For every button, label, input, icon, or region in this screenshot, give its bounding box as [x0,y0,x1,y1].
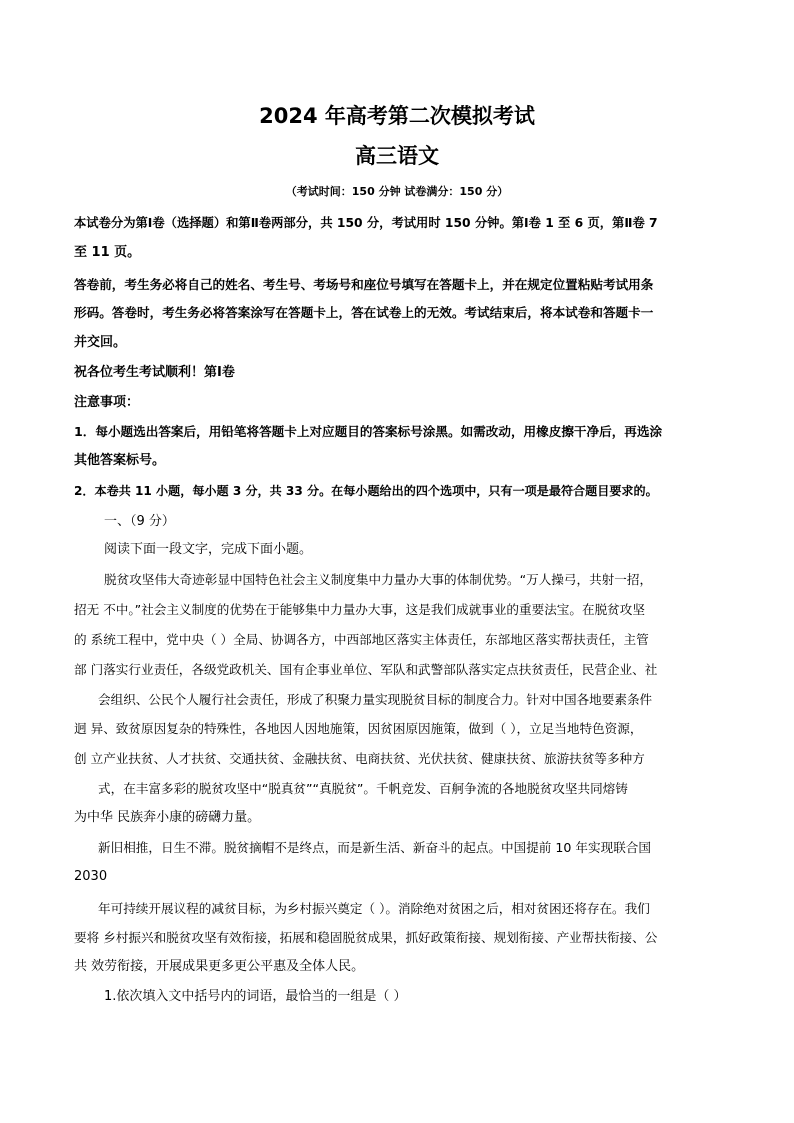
passage-line: 要将 乡村振兴和脱贫攻坚有效衔接，拓展和稳固脱贫成果，抓好政策衔接、规划衔接、产业帮扶衔接、公 [74,930,658,945]
instruction-line: 本试卷分为第Ⅰ卷（选择题）和第Ⅱ卷两部分，共 150 分，考试用时 150 分钟。第Ⅰ卷 1 至 6 页，第Ⅱ卷 7 [74,216,658,230]
passage-line: 招无 不中。”社会主义制度的优势在于能够集中力量办大事，这是我们成就事业的重要法宝。在脱贫攻坚 [74,602,645,617]
question-stem: 1.依次填入文中括号内的词语，最恰当的一组是（ ） [104,989,407,1004]
instruction-line: 答卷前，考生务必将自己的姓名、考生号、考场号和座位号填写在答题卡上，并在规定位置粘贴考试用条 [74,277,654,292]
exam-title: 2024 年高考第二次模拟考试 [259,104,535,128]
passage-line: 会组织、公民个人履行社会责任，形成了积聚力量实现脱贫目标的制度合力。针对中国各地要素条件 [98,692,653,707]
note-item: 其他答案标号。 [74,453,166,468]
passage-line: 脱贫攻坚伟大奇迹彰显中国特色社会主义制度集中力量办大事的体制优势。“万人操弓，共射一招， [104,572,653,587]
passage-line: 年可持续开展议程的减贫目标，为乡村振兴奠定（ ）。消除绝对贫困之后，相对贫困还将存在。我们 [98,901,650,916]
section-heading: 一、（9 分） [104,514,175,529]
passage-line: 创 立产业扶贫、人才扶贫、交通扶贫、金融扶贫、电商扶贫、光伏扶贫、健康扶贫、旅游扶贫等多种方 [74,751,645,766]
notes-heading: 注意事项： [74,395,140,410]
passage-line: 迥 异、致贫原因复杂的特殊性，各地因人因地施策，因贫困原因施策，做到（ ），立足当地特色资源， [74,721,643,736]
note-item: 2．本卷共 11 小题，每小题 3 分，共 33 分。在每小题给出的四个选项中，只有一项是最符合题目要求的。 [74,484,658,498]
section-prompt: 阅读下面一段文字，完成下面小题。 [104,542,313,557]
passage-line: 2030 [74,869,108,884]
passage-line: 式，在丰富多彩的脱贫攻坚中“脱真贫”“真脱贫”。千帆竞发、百舸争流的各地脱贫攻坚共同熔铸 [98,781,628,796]
instruction-line: 并交回。 [74,335,127,350]
passage-line: 为中华 民族奔小康的磅礴力量。 [74,810,261,825]
passage-line: 的 系统工程中，党中央（ ）全局、协调各方，中西部地区落实主体责任，东部地区落实帮扶责任，主管 [74,632,649,647]
passage-line: 部 门落实行业责任，各级党政机关、国有企事业单位、军队和武警部队落实定点扶贫责任，民营企业、社 [74,662,658,677]
instruction-line: 至 11 页。 [74,245,141,260]
note-item: 1．每小题选出答案后，用铅笔将答题卡上对应题目的答案标号涂黑。如需改动，用橡皮擦干净后，再选涂 [74,424,663,439]
instruction-line: 祝各位考生考试顺利！第Ⅰ卷 [74,365,235,380]
instruction-line: 形码。答卷时，考生务必将答案涂写在答题卡上，答在试卷上的无效。考试结束后，将本试卷和答题卡一 [74,305,654,320]
exam-time-score: （考试时间：150 分钟 试卷满分：150 分） [285,185,509,198]
passage-line: 新旧相推，日生不滞。脱贫摘帽不是终点，而是新生活、新奋斗的起点。中国提前 10 年实现联合国 [98,840,651,855]
passage-line: 共 效劳衔接，开展成果更多更公平惠及全体人民。 [74,959,365,974]
exam-subject: 高三语文 [355,144,439,168]
